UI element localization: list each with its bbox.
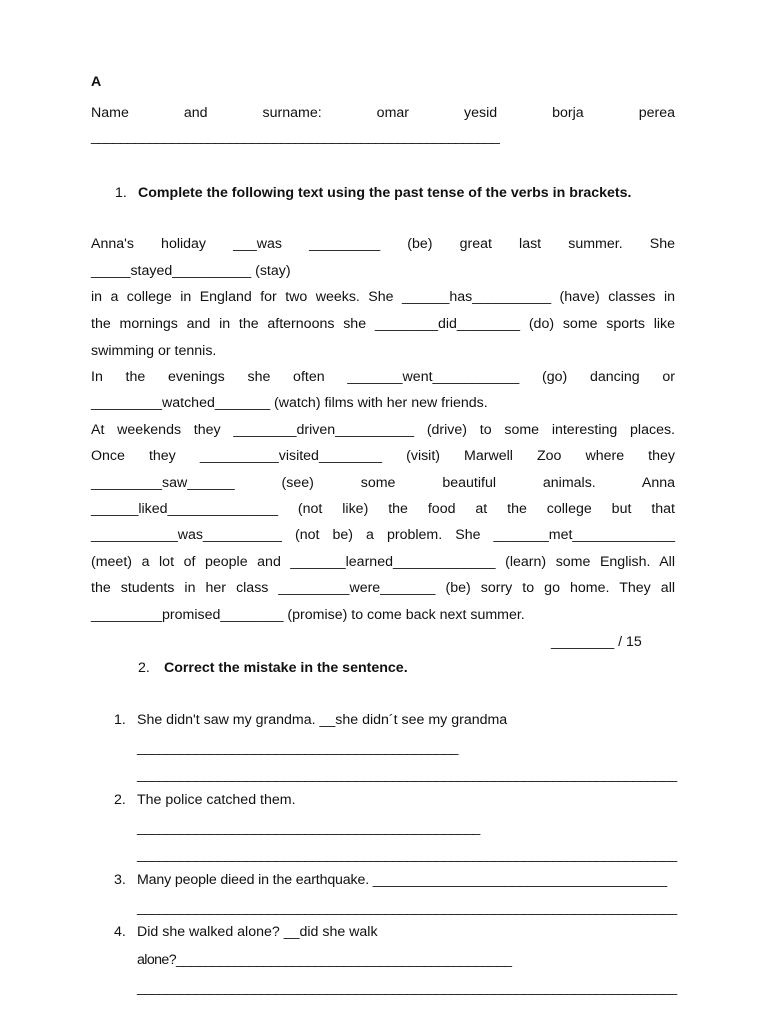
item-sentence: The police catched them.: [137, 792, 296, 808]
answer-line: __________________________________________________________________________: [137, 900, 677, 916]
exercise-line-1: Anna's holiday ___was _________ (be) great last summer. She: [91, 236, 675, 252]
section2-heading: [138, 660, 408, 676]
exercise-line-11: ______liked______________ (not like) the food at the college but that: [91, 501, 675, 517]
exercise-line-7: _________watched_______ (watch) films with her new friends.: [91, 395, 488, 411]
section1-title: Complete the following text using the past tense of the verbs in brackets.: [138, 185, 632, 201]
name-underline: ________________________________________________________: [91, 129, 500, 145]
exercise-line-8: At weekends they ________driven__________ (drive) to some interesting places.: [91, 422, 675, 438]
exercise-line-15: _________promised________ (promise) to come back next summer.: [91, 607, 525, 623]
exercise-line-3: in a college in England for two weeks. She ______has__________ (have) classes in: [91, 289, 675, 305]
item-sentence: Did she walked alone? __did she walk: [137, 924, 378, 940]
item-number: 2.: [114, 792, 126, 808]
answer-line: __________________________________________________________________________: [137, 767, 677, 783]
exercise-line-9: Once they __________visited________ (visit) Marwell Zoo where they: [91, 448, 675, 464]
exercise-line-2: _____stayed__________ (stay): [91, 263, 291, 279]
section2-title: Correct the mistake in the sentence.: [164, 660, 408, 676]
section1-number: 1.: [115, 185, 127, 201]
item-number: 3.: [114, 872, 126, 888]
name-field-line: Name and surname: omar yesid borja perea: [91, 105, 675, 121]
item-number: 1.: [114, 712, 126, 728]
item-sentence: Many people dieed in the earthquake. ______________________________________: [137, 872, 667, 888]
answer-line: _______________________________________________: [137, 820, 480, 836]
answer-line: alone?______________________________________________: [137, 952, 512, 968]
answer-line: ____________________________________________: [137, 740, 458, 756]
section2-number: 2.: [138, 660, 150, 676]
section1-heading: [115, 185, 632, 201]
exercise-line-10: _________saw______ (see) some beautiful animals. Anna: [91, 475, 675, 491]
version-letter: A: [91, 74, 102, 90]
item-number: 4.: [114, 924, 126, 940]
exercise-line-6: In the evenings she often _______went___________ (go) dancing or: [91, 369, 675, 385]
section1-score: ________ / 15: [551, 634, 642, 650]
answer-line: __________________________________________________________________________: [137, 980, 677, 996]
correction-item-4: [114, 924, 378, 940]
exercise-line-13: (meet) a lot of people and _______learned_____________ (learn) some English. All: [91, 554, 675, 570]
correction-item-1: [114, 712, 507, 728]
correction-item-2: [114, 792, 296, 808]
answer-line: __________________________________________________________________________: [137, 847, 677, 863]
exercise-line-14: the students in her class _________were_______ (be) sorry to go home. They all: [91, 580, 675, 596]
exercise-line-12: ___________was__________ (not be) a problem. She _______met_____________: [91, 527, 675, 543]
item-sentence: She didn't saw my grandma. __she didn´t see my grandma: [137, 712, 508, 728]
correction-item-3: [114, 872, 667, 888]
exercise-line-5: swimming or tennis.: [91, 343, 217, 359]
exercise-line-4: the mornings and in the afternoons she ________did________ (do) some sports like: [91, 316, 675, 332]
